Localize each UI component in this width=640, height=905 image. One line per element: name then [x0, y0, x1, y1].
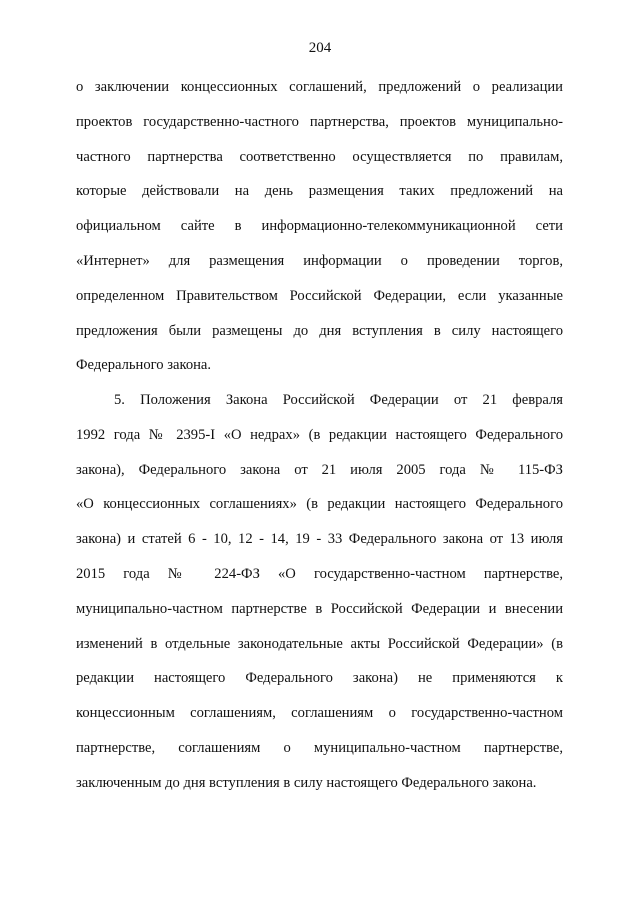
- text-line: частного партнерства соответственно осуществляется по правилам,: [76, 148, 563, 165]
- text-line: редакции настоящего Федерального закона) не применяются к: [76, 670, 563, 687]
- text-line: концессионным соглашениям, соглашениям о государственно-частном: [76, 705, 563, 722]
- text-line: изменений в отдельные законодательные акты Российской Федерации» (в: [76, 635, 563, 652]
- text-line: закона), Федерального закона от 21 июля 2005 года № 115-ФЗ: [76, 461, 563, 478]
- text-line: проектов государственно-частного партнерства, проектов муниципально-: [76, 113, 563, 130]
- text-line: «О концессионных соглашениях» (в редакции настоящего Федерального: [76, 496, 563, 513]
- paragraph-continued: [76, 70, 563, 383]
- paragraph-item-5: [76, 383, 563, 801]
- page-number: 204: [308, 40, 332, 56]
- text-line: муниципально-частном партнерстве в Российской Федерации и внесении: [76, 600, 563, 617]
- text-line: закона) и статей 6 - 10, 12 - 14, 19 - 33 Федерального закона от 13 июля: [76, 531, 563, 548]
- text-line: о заключении концессионных соглашений, предложений о реализации: [76, 79, 563, 95]
- text-line: 5. Положения Закона Российской Федерации от 21 февраля: [114, 392, 563, 408]
- text-line: Федерального закона.: [76, 357, 212, 374]
- text-line: которые действовали на день размещения таких предложений на: [76, 183, 563, 200]
- text-line: определенном Правительством Российской Федерации, если указанные: [76, 287, 563, 304]
- text-line: «Интернет» для размещения информации о проведении торгов,: [76, 252, 563, 269]
- text-line: официальном сайте в информационно-телекоммуникационной сети: [76, 218, 563, 235]
- text-line: партнерстве, соглашениям о муниципально-частном партнерстве,: [76, 739, 563, 756]
- text-line: 2015 года № 224-ФЗ «О государственно-частном партнерстве,: [76, 565, 563, 582]
- text-line: заключенным до дня вступления в силу настоящего Федерального закона.: [76, 774, 537, 791]
- text-line: предложения были размещены до дня вступления в силу настоящего: [76, 322, 563, 339]
- text-line: 1992 года № 2395-I «О недрах» (в редакции настоящего Федерального: [76, 426, 563, 443]
